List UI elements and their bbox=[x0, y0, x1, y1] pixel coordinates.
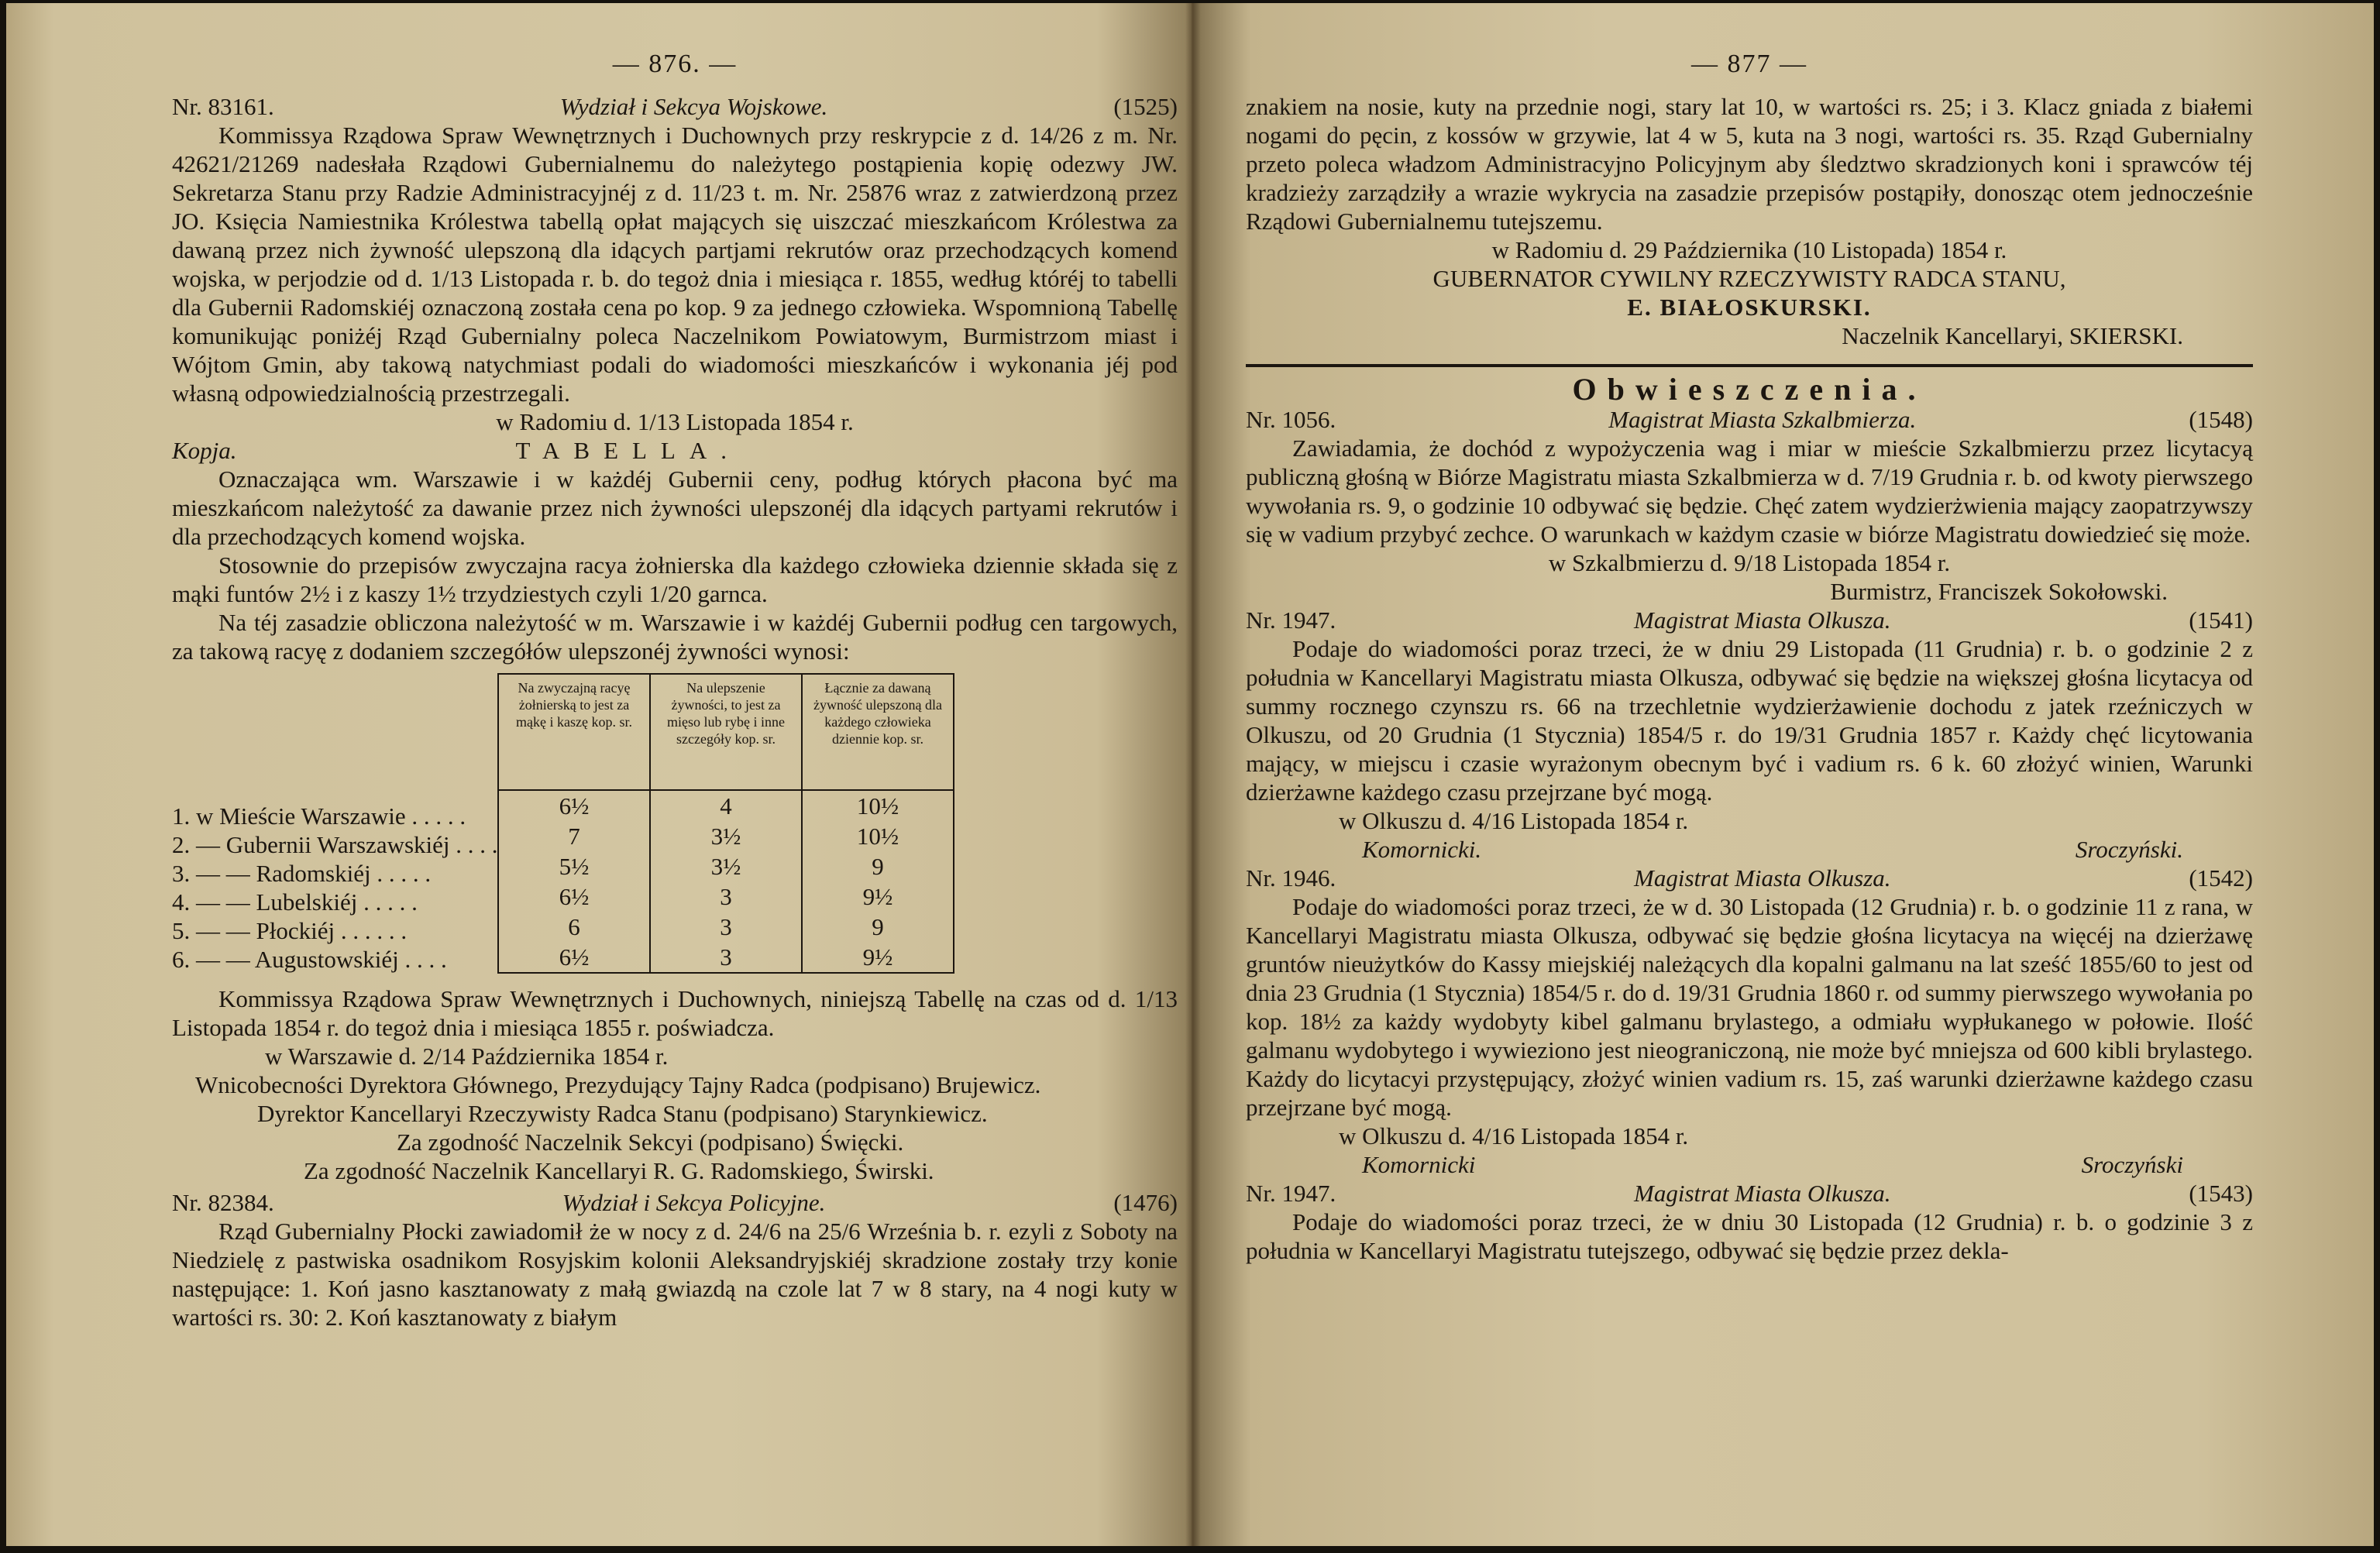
table-cell: 3 bbox=[650, 881, 802, 912]
notice-department: Magistrat Miasta Olkusza. bbox=[1634, 864, 1891, 892]
row-label: 1. w Mieście Warszawie . . . . . bbox=[172, 802, 466, 830]
notice-header bbox=[1246, 1179, 2253, 1208]
table-cell: 6½ bbox=[498, 790, 650, 821]
table-cell: 6½ bbox=[498, 942, 650, 973]
signature-line: Burmistrz, Franciszek Sokołowski. bbox=[1830, 578, 2168, 605]
table-cell: 10½ bbox=[802, 790, 954, 821]
dateline: w Olkuszu d. 4/16 Listopada 1854 r. bbox=[1339, 807, 1689, 834]
book-gutter bbox=[1185, 3, 1201, 1546]
table-cell: 9½ bbox=[802, 942, 954, 973]
notice-body: Kommissya Rządowa Spraw Wewnętrznych i Duchownych przy reskrypcie z d. 14/26 z m. Nr. 42621/21269 nadesłała Rządowi Gubernialnemu do należytego postąpienia kopię odezwy JW. Sekretarza Stanu przy Radzie Administracyjnéj z d. 11/23 t. m. Nr. 25876 wraz z zatwierdzoną przez JO. Księcia Namiestnika Królestwa tabellą opłat mających się uiszczać mieszkańcom Królestwa za dawaną przez nich żywność ulepszoną dla idących partjami rekrutów oraz przechodzących komend wojska, w perjodzie od d. 1/13 Listopada r. b. do tegoż dnia i miesiąca r. 1855, według któréj to tabelli dla Gubernii Radomskiéj oznaczoną została cena po kop. 9 za jednego człowieka. Wspomnioną Tabellę komunikując poniżéj Rząd Gubernialny poleca Naczelnikom Powiatowym, Burmistrzom miast i Wójtom Gmin, aby takową natychmiast podali do wiadomości mieszkańców i wykonania jéj pod własną odpowiedzialnością przestrzegali. bbox=[172, 122, 1178, 407]
tabella-paragraph-3: Na téj zasadzie obliczona należytość w m. Warszawie i w każdéj Gubernii podług cen targowych, za takową racyę z dodaniem szczegółów ulepszonéj żywności wynosi: bbox=[172, 609, 1178, 665]
row-label: 5. — — Płockiéj . . . . . . bbox=[172, 917, 408, 944]
signature-left: Komornicki. bbox=[1362, 836, 1482, 863]
dateline: w Radomiu d. 1/13 Listopada 1854 r. bbox=[496, 408, 854, 435]
row-label: 2. — Gubernii Warszawskiéj . . . . bbox=[172, 831, 498, 858]
notice-ref: (1542) bbox=[2189, 864, 2253, 892]
governor-name: E. BIAŁOSKURSKI. bbox=[1627, 294, 1872, 321]
notice-ref: (1541) bbox=[2189, 606, 2253, 634]
notice-department: Wydział i Sekcya Policyjne. bbox=[562, 1189, 826, 1216]
notice-ref: (1548) bbox=[2189, 406, 2253, 433]
notice-ref: (1543) bbox=[2189, 1180, 2253, 1207]
table-cell: 4 bbox=[650, 790, 802, 821]
row-label: 3. — — Radomskiéj . . . . . bbox=[172, 860, 432, 887]
tabella-paragraph-1: Oznaczająca wm. Warszawie i w każdéj Gubernii ceny, podług których płacona być ma mieszkańcom należytość za dawanie przez nich żywności ulepszonéj dla idących partyami rekrutów i dla przechodzących komend wojska. bbox=[172, 466, 1178, 550]
signature-line: Dyrektor Kancellaryi Rzeczywisty Radca Stanu (podpisano) Starynkiewicz. bbox=[257, 1100, 988, 1127]
notice-body: Zawiadamia, że dochód z wypożyczenia wag i miar w mieście Szkalbmierzu przez licytacyą publiczną głośną w Biórze Magistratu miasta Szkalbmierza w d. 7/19 Grudnia r. b. od kwoty pierwszego wywołania rs. 9, o godzinie 10 odbywać się będzie. Chęć zatem wydzierżwienia mający zaopatrzywszy się w vadium przybyć zechce. O warunkach w każdym czasie w biórze Magistratu dowiedzieć się może. bbox=[1246, 435, 2253, 548]
price-table-labels bbox=[172, 685, 497, 974]
table-cell: 9 bbox=[802, 851, 954, 881]
row-label: 6. — — Augustowskiéj . . . . bbox=[172, 946, 447, 973]
section-divider bbox=[1246, 364, 2253, 367]
notice-department: Magistrat Miasta Olkusza. bbox=[1634, 1180, 1891, 1207]
page-number: — 876. — bbox=[612, 50, 738, 78]
column-header: Na ulepszenie żywności, to jest za mięso lub rybę i inne szczegóły kop. sr. bbox=[650, 674, 802, 790]
notice-number: Nr. 83161. bbox=[172, 93, 274, 120]
price-table-grid bbox=[497, 673, 954, 974]
notice-department: Magistrat Miasta Olkusza. bbox=[1634, 606, 1891, 634]
tabella-header bbox=[172, 436, 1178, 465]
price-table bbox=[172, 673, 1178, 974]
kopja-label: Kopja. bbox=[172, 437, 237, 464]
signature-right: Sroczyński bbox=[2081, 1151, 2183, 1178]
chancellery-signature: Naczelnik Kancellaryi, SKIERSKI. bbox=[1842, 322, 2183, 349]
tabella-title: TABELLA. bbox=[515, 437, 741, 464]
table-row bbox=[498, 851, 954, 881]
signature-left: Komornicki bbox=[1362, 1151, 1476, 1178]
notice-department: Magistrat Miasta Szkalbmierza. bbox=[1608, 406, 1917, 433]
right-page bbox=[1192, 3, 2374, 1546]
table-cell: 7 bbox=[498, 821, 650, 851]
governor-title: GUBERNATOR CYWILNY RZECZYWISTY RADCA STANU, bbox=[1432, 265, 2066, 292]
table-row bbox=[498, 942, 954, 973]
notice-body: Rząd Gubernialny Płocki zawiadomił że w nocy z d. 24/6 na 25/6 Września b. r. ezyli z Soboty na Niedzielę z pastwiska osadnikom Rosyjskim kolonii Aleksandryjskiéj skradzione zostały trzy konie następujące: 1. Koń jasno kasztanowaty z małą gwiazdą na czole lat 7 w 8 stary, na 4 nogi kuty w wartości rs. 30: 2. Koń kasztanowaty z białym bbox=[172, 1218, 1178, 1331]
table-cell: 3 bbox=[650, 942, 802, 973]
table-row bbox=[498, 881, 954, 912]
continuation-text: znakiem na nosie, kuty na przednie nogi, stary lat 10, w wartości rs. 25; i 3. Klacz gniada z białemi nogami do pęcin, z kossów w grzywie, lat 4 w 5, kuta na 3 nogi, wartości rs. 35. Rząd Gubernialny przeto poleca władzom Administracyjno Policyjnym aby śledztwo skradzionych koni i sprawców téj kradzieży zarządziły a wrazie wykrycia na zasadzie przepisów postąpiły, donosząc otem jednocześnie Rządowi Gubernialnemu tutejszemu. bbox=[1246, 93, 2253, 235]
table-row bbox=[498, 912, 954, 942]
notice-number: Nr. 1947. bbox=[1246, 1180, 1336, 1207]
notice-header bbox=[1246, 405, 2253, 434]
notice-department: Wydział i Sekcya Wojskowe. bbox=[559, 93, 828, 120]
dateline: w Warszawie d. 2/14 Października 1854 r. bbox=[265, 1043, 669, 1070]
table-cell: 9 bbox=[802, 912, 954, 942]
column-header: Łącznie za dawaną żywność ulepszoną dla każdego człowieka dziennie kop. sr. bbox=[802, 674, 954, 790]
signature-line: Za zgodność Naczelnik Sekcyi (podpisano) Święcki. bbox=[397, 1129, 904, 1156]
notice-number: Nr. 1056. bbox=[1246, 406, 1336, 433]
section-title: Obwieszczenia. bbox=[1572, 372, 1927, 407]
notice-ref: (1476) bbox=[1113, 1189, 1178, 1216]
certification-text: Kommissya Rządowa Spraw Wewnętrznych i Duchownych, niniejszą Tabellę na czas od d. 1/13 Listopada 1854 r. do tegoż dnia i miesiąca 1855 r. poświadcza. bbox=[172, 985, 1178, 1041]
table-cell: 6 bbox=[498, 912, 650, 942]
table-row bbox=[498, 790, 954, 821]
table-cell: 3½ bbox=[650, 821, 802, 851]
notice-header bbox=[172, 92, 1178, 121]
notice-number: Nr. 1946. bbox=[1246, 864, 1336, 892]
notice-body: Podaje do wiadomości poraz trzeci, że w d. 30 Listopada (12 Grudnia) r. b. o godzinie 11 z rana, w Kancellaryi Magistratu miasta Olkusza, odbywać się będzie głośna licytacya na więcéj na dzierżawę gruntów nieużytków do Kassy miejskiéj należących dla kopalni galmanu na lat sześć 1855/60 to jest od dnia 23 Grudnia (1 Stycznia) 1854/5 r. do d. 19/31 Grudnia 1860 r. od summy pierwszego wywołania po kop. 18½ za każdy wydobyty kibel galmanu brylastego, a odmiału wypłukanego w połowie. Ilość galmanu wydobytego i wywieziono jest nieograniczoną, nie może być mniejsza od 600 kibli brylastego. Każdy do licytacyi przystępujący, złożyć winien vadium rs. 15, zaś warunki dzierżawne każdego czasu przejrzane być mogą. bbox=[1246, 893, 2253, 1121]
notice-number: Nr. 82384. bbox=[172, 1189, 274, 1216]
notice-header bbox=[172, 1188, 1178, 1217]
table-cell: 9½ bbox=[802, 881, 954, 912]
table-cell: 6½ bbox=[498, 881, 650, 912]
book-spread bbox=[6, 3, 2374, 1546]
dateline: w Szkalbmierzu d. 9/18 Listopada 1854 r. bbox=[1548, 549, 1951, 576]
page-number: — 877 — bbox=[1691, 50, 1807, 78]
table-row bbox=[498, 821, 954, 851]
table-cell: 3 bbox=[650, 912, 802, 942]
notice-ref: (1525) bbox=[1113, 93, 1178, 120]
notice-header bbox=[1246, 606, 2253, 634]
signatures-row bbox=[1246, 1150, 2253, 1179]
signature-line: Wnicobecności Dyrektora Głównego, Prezydujący Tajny Radca (podpisano) Brujewicz. bbox=[195, 1071, 1041, 1098]
dateline: w Olkuszu d. 4/16 Listopada 1854 r. bbox=[1339, 1122, 1689, 1149]
notice-body: Podaje do wiadomości poraz trzeci, że w dniu 30 Listopada (12 Grudnia) r. b. o godzinie 3 z południa w Kancellaryi Magistratu tutejszego, odbywać się będzie przez dekla- bbox=[1246, 1208, 2253, 1264]
signatures-row bbox=[1246, 835, 2253, 864]
notice-body: Podaje do wiadomości poraz trzeci, że w dniu 29 Listopada (11 Grudnia) r. b. o godzinie 2 z południa w Kancellaryi Magistratu miasta Olkusza, odbywać się będzie na większej głośna licytacya od summy rocznego czynszu rs. 66 na trzechletnie wydzierżawienie dochodu z jatek rzeźniczych w Olkuszu, od 20 Grudnia (1 Stycznia) 1854/5 r. do 19/31 Grudnia 1857 r. Każdy chęć licytowania mający, w miejscu i czasie wyrażonym obecnym być i vadium rs. 6 k. 60 złożyć winien, Warunki dzierżawne każdego czasu przejrzane być mogą. bbox=[1246, 635, 2253, 806]
signature-right: Sroczyński. bbox=[2075, 836, 2183, 863]
notice-header bbox=[1246, 864, 2253, 892]
tabella-paragraph-2: Stosownie do przepisów zwyczajna racya żołnierska dla każdego człowieka dziennie składa się z mąki funtów 2½ i z kaszy 1½ trzydziestych czyli 1/20 garnca. bbox=[172, 551, 1178, 607]
table-cell: 5½ bbox=[498, 851, 650, 881]
notice-number: Nr. 1947. bbox=[1246, 606, 1336, 634]
dateline: w Radomiu d. 29 Października (10 Listopada) 1854 r. bbox=[1491, 236, 2007, 263]
left-page bbox=[6, 3, 1192, 1546]
table-cell: 3½ bbox=[650, 851, 802, 881]
column-header: Na zwyczajną racyę żołnierską to jest za mąkę i kaszę kop. sr. bbox=[498, 674, 650, 790]
signature-line: Za zgodność Naczelnik Kancellaryi R. G. Radomskiego, Świrski. bbox=[304, 1157, 934, 1184]
table-cell: 10½ bbox=[802, 821, 954, 851]
row-label: 4. — — Lubelskiéj . . . . . bbox=[172, 888, 418, 916]
